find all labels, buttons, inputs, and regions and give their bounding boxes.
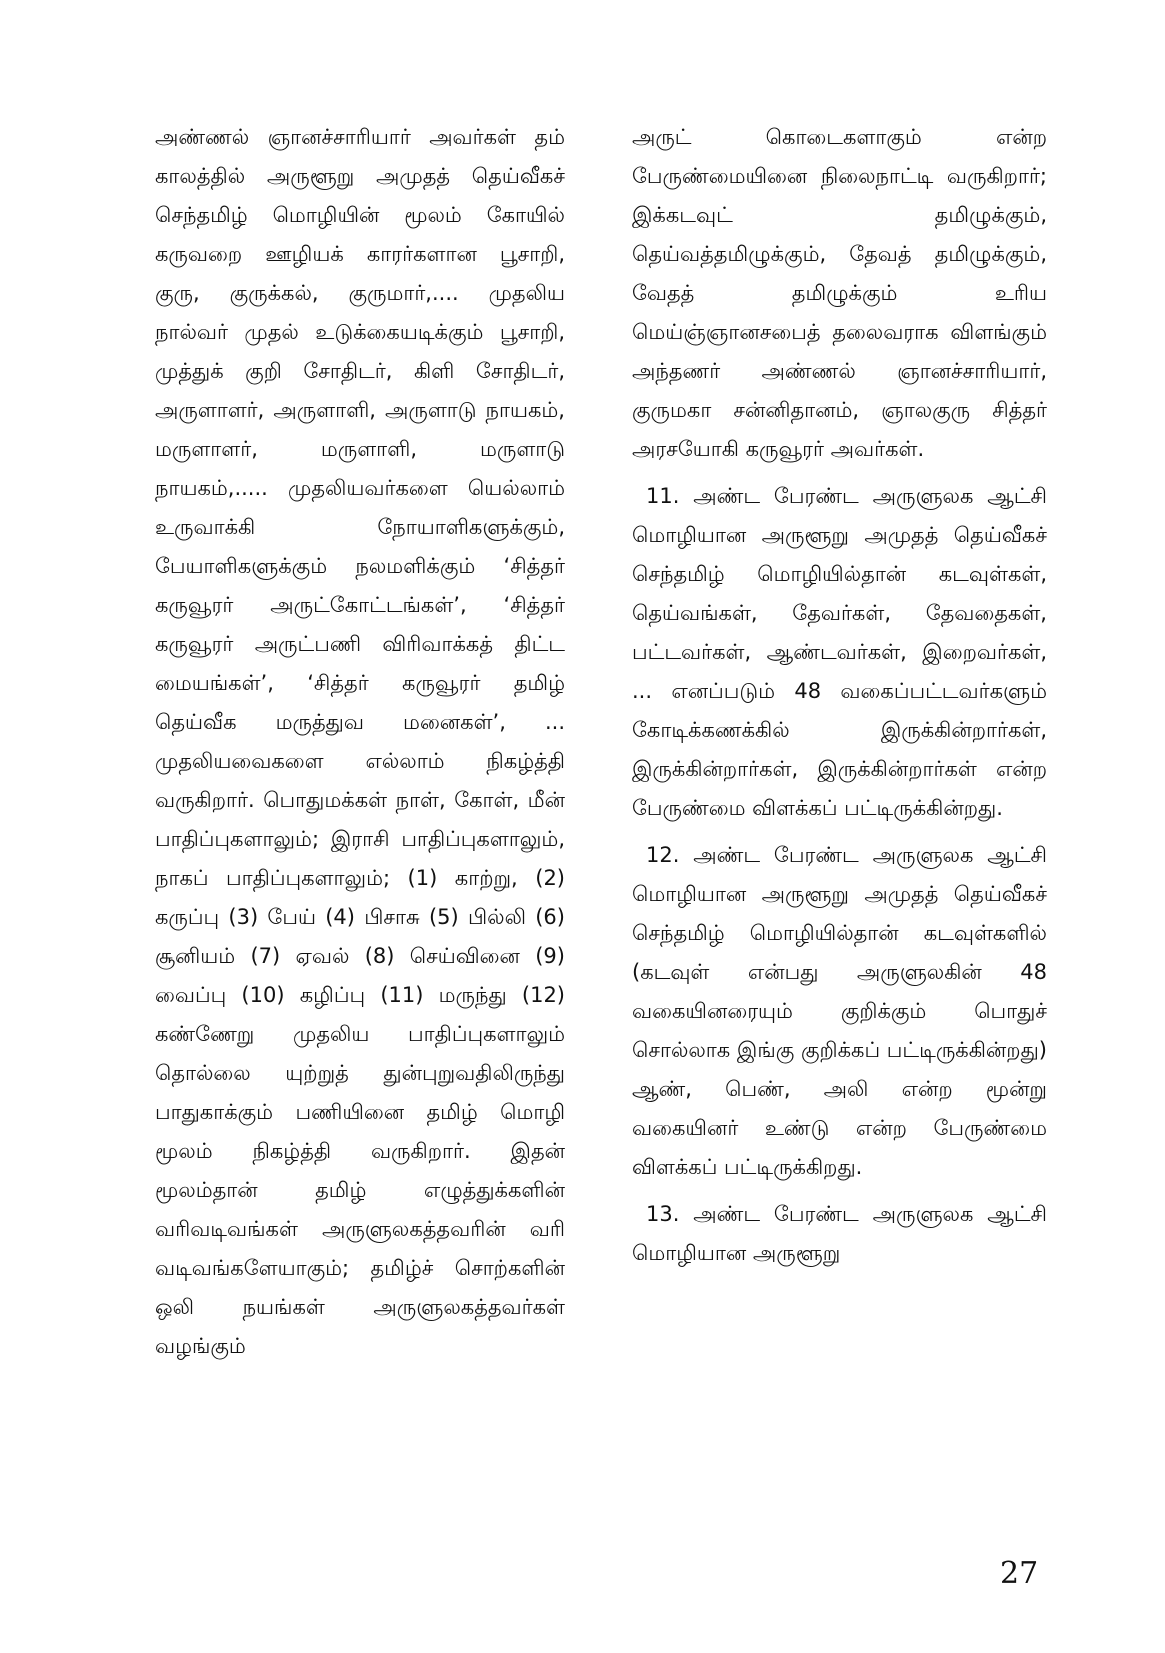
left-column: [155, 118, 565, 1366]
numbered-paragraph-12: 12. அண்ட பேரண்ட அருளுலக ஆட்சி மொழியான அருளூறு அமுதத் தெய்வீகச் செந்தமிழ் மொழியில்தான் கடவுள்களில் (கடவுள் என்பது அருளுலகின் 48 வகையினரையும் குறிக்கும் பொதுச் சொல்லாக இங்கு குறிக்கப் பட்டிருக்கின்றது) ஆண், பெண், அலி என்ற மூன்று வகையினர் உண்டு என்ற பேருண்மை விளக்கப் பட்டிருக்கிறது.: [632, 843, 1047, 1179]
numbered-paragraph-11: 11. அண்ட பேரண்ட அருளுலக ஆட்சி மொழியான அருளூறு அமுதத் தெய்வீகச் செந்தமிழ் மொழியில்தான் கடவுள்கள், தெய்வங்கள், தேவர்கள், தேவதைகள், பட்டவர்கள், ஆண்டவர்கள், இறைவர்கள், ... எனப்படும் 48 வகைப்பட்டவர்களும் கோடிக்கணக்கில் இருக்கின்றார்கள், இருக்கின்றார்கள், இருக்கின்றார்கள் என்ற பேருண்மை விளக்கப் பட்டிருக்கின்றது.: [632, 484, 1047, 820]
paragraph: அருட் கொடைகளாகும் என்ற பேருண்மையினை நிலைநாட்டி வருகிறார்; இக்கடவுட் தமிழுக்கும், தெய்வத்தமிழுக்கும், தேவத் தமிழுக்கும், வேதத் தமிழுக்கும் உரிய மெய்ஞ்ஞானசபைத் தலைவராக விளங்கும் அந்தணர் அண்ணல் ஞானச்சாரியார், குருமகா சன்னிதானம், ஞாலகுரு சித்தர் அரசயோகி கருவூரர் அவர்கள்.: [632, 125, 1047, 461]
paragraph: அண்ணல் ஞானச்சாரியார் அவர்கள் தம் காலத்தில் அருளூறு அமுதத் தெய்வீகச் செந்தமிழ் மொழியின் மூலம் கோயில் கருவறை ஊழியக் காரர்களான பூசாறி, குரு, குருக்கல், குருமார்,.... முதலிய நால்வர் முதல் உடுக்கையடிக்கும் பூசாறி, முத்துக் குறி சோதிடர், கிளி சோதிடர், அருளாளர், அருளாளி, அருளாடு நாயகம், மருளாளர், மருளாளி, மருளாடு நாயகம்,..... முதலியவர்களை யெல்லாம் உருவாக்கி நோயாளிகளுக்கும், பேயாளிகளுக்கும் நலமளிக்கும் ‘சித்தர் கருவூரர் அருட்கோட்டங்கள்’, ‘சித்தர் கருவூரர் அருட்பணி விரிவாக்கத் திட்ட மையங்கள்’, ‘சித்தர் கருவூரர் தமிழ் தெய்வீக மருத்துவ மனைகள்’, ... முதலியவைகளை எல்லாம் நிகழ்த்தி வருகிறார். பொதுமக்கள் நாள், கோள், மீன் பாதிப்புகளாலும்; இராசி பாதிப்புகளாலும், நாகப் பாதிப்புகளாலும்; (1) காற்று, (2) கருப்பு (3) பேய் (4) பிசாசு (5) பில்லி (6) சூனியம் (7) ஏவல் (8) செய்வினை (9) வைப்பு (10) கழிப்பு (11) மருந்து (12) கண்ணேறு முதலிய பாதிப்புகளாலும் தொல்லை யுற்றுத் துன்புறுவதிலிருந்து பாதுகாக்கும் பணியினை தமிழ் மொழி மூலம் நிகழ்த்தி வருகிறார். இதன் மூலம்தான் தமிழ் எழுத்துக்களின் வரிவடிவங்கள் அருளுலகத்தவரின் வரி வடிவங்களேயாகும்; தமிழ்ச் சொற்களின் ஒலி நயங்கள் அருளுலகத்தவர்கள் வழங்கும்: [155, 125, 565, 1358]
page-number: 27: [1000, 1556, 1039, 1591]
right-column: [632, 118, 1047, 1273]
numbered-paragraph-13: 13. அண்ட பேரண்ட அருளுலக ஆட்சி மொழியான அருளூறு: [632, 1202, 1047, 1265]
